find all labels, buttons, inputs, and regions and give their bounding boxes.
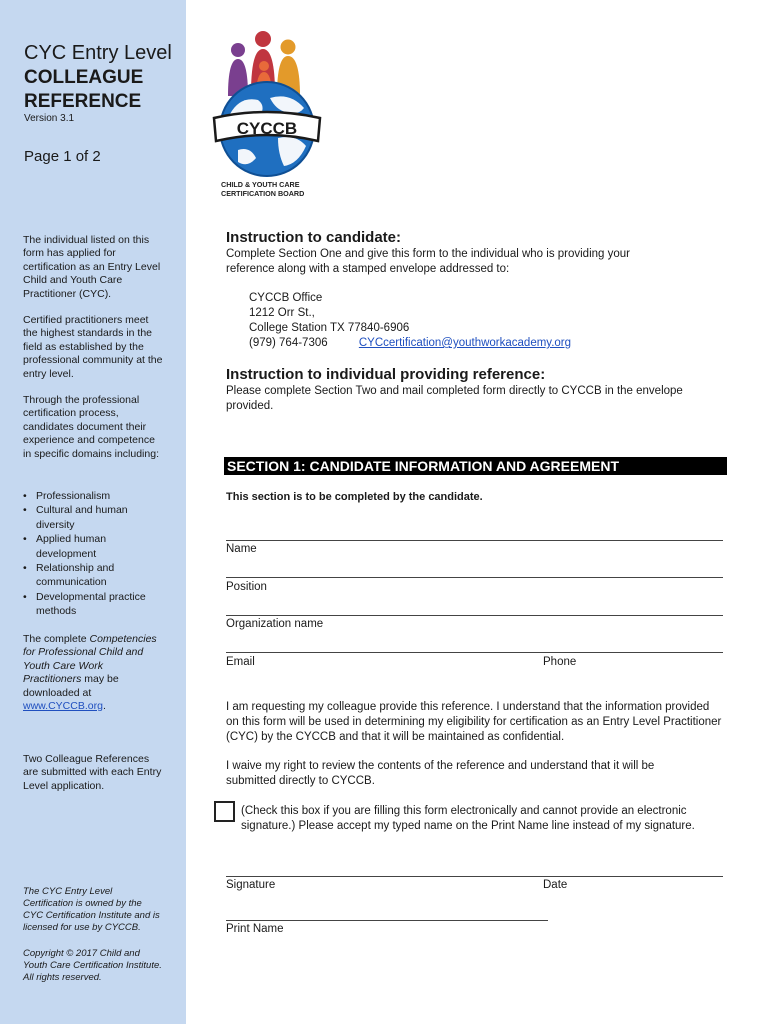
copyright-note: Copyright © 2017 Child and Youth Care Certification Institute. All rights reserved. [23, 948, 162, 983]
ownership-note: The CYC Entry Level Certification is owned by the CYC Certification Institute and is licensed for use by CYCCB. [23, 886, 160, 933]
organization-input-line[interactable] [226, 615, 723, 616]
email-phone-input-line[interactable] [226, 652, 723, 653]
name-input-line[interactable] [226, 540, 723, 541]
list-item: • Cultural and human diversity [23, 503, 163, 532]
sidebar [0, 0, 186, 1024]
signature-label: Signature [226, 879, 276, 891]
address-line3: College Station TX 77840-6906 [249, 322, 410, 334]
mailing-address [249, 291, 749, 351]
name-label: Name [226, 543, 257, 555]
form-title-line1: CYC Entry Level [24, 42, 172, 64]
cyccb-badge [214, 112, 320, 141]
candidate-instruction-heading: Instruction to candidate: [226, 229, 402, 246]
list-item: • Applied human development [23, 532, 163, 561]
sidebar-para-applied: The individual listed on this form has applied for certification as an Entry Level Child and Youth Care Practitioner (CYC). [23, 234, 161, 300]
section1-note: This section is to be completed by the candidate. [226, 491, 483, 503]
list-item: • Relationship and communication [23, 561, 163, 590]
competencies-title: Competencies for Professional Child and Youth Care Work Practitioners [23, 633, 157, 686]
list-item: • Developmental practice methods [23, 590, 163, 619]
reference-instruction-text: Please complete Section Two and mail completed form directly to CYCCB in the envelope provided. [226, 385, 683, 412]
agreement-confidential: I am requesting my colleague provide this reference. I understand that the information provided on this form will be used in determining my eligibility for certification as an Entry Level Practitioner (CYC) by the CYCCB and that it will be maintained as confidential. [226, 701, 722, 743]
competencies-prefix: The complete [23, 633, 87, 645]
logo-caption-line1: CHILD & YOUTH CARE [221, 180, 300, 189]
list-item: • Professionalism [23, 489, 163, 503]
sidebar-para-process: Through the professional certification process, candidates document their experience and competence in specific domains including: [23, 394, 159, 460]
section1-heading: SECTION 1: CANDIDATE INFORMATION AND AGREEMENT [224, 457, 727, 475]
address-line2: 1212 Orr St., [249, 307, 315, 319]
page-indicator: Page 1 of 2 [24, 148, 101, 165]
cyccb-website-link[interactable]: www.CYCCB.org [23, 700, 103, 713]
form-title [24, 66, 184, 114]
sidebar-para-references: Two Colleague References are submitted with each Entry Level application. [23, 753, 162, 792]
print-name-input-line[interactable] [226, 920, 548, 921]
competencies-end: . [102, 700, 106, 713]
logo-caption [221, 180, 321, 198]
phone-label: Phone [543, 656, 577, 668]
position-label: Position [226, 581, 267, 593]
competencies-suffix: may be downloaded at [23, 673, 119, 699]
checkbox-label: (Check this box if you are filling this form electronically and cannot provide an electronic signature.) Please accept my typed name on the Print Name line instead of my signature. [241, 805, 695, 832]
cyccb-logo [208, 26, 326, 201]
version-label: Version 3.1 [24, 113, 75, 124]
sidebar-para-competencies [23, 633, 163, 713]
date-label: Date [543, 879, 568, 891]
address-line1: CYCCB Office [249, 292, 323, 304]
sidebar-para-standards: Certified practitioners meet the highest standards in the field as established by the professional community at the entry level. [23, 314, 163, 380]
signature-date-input-line[interactable] [226, 876, 723, 877]
print-name-label: Print Name [226, 923, 284, 935]
position-input-line[interactable] [226, 577, 723, 578]
domains-list [23, 489, 163, 619]
email-label: Email [226, 656, 255, 668]
logo-caption-line2: CERTIFICATION BOARD [221, 189, 305, 198]
reference-instruction-heading: Instruction to individual providing reference: [226, 366, 546, 383]
organization-label: Organization name [226, 618, 324, 630]
agreement-waiver: I waive my right to review the contents of the reference and understand that it will be submitted directly to CYCCB. [226, 760, 655, 787]
office-email-link[interactable]: CYCcertification@youthworkacademy.org [358, 337, 572, 349]
badge-text: CYCCB [236, 119, 298, 138]
contact-line [249, 336, 749, 351]
form-title-line2: COLLEAGUE [24, 67, 144, 88]
office-phone: (979) 764-7306 [249, 337, 328, 349]
electronic-signature-checkbox[interactable] [214, 801, 235, 822]
candidate-instruction-text: Complete Section One and give this form to the individual who is providing your reference along with a stamped envelope addressed to: [226, 248, 630, 275]
form-title-line3: REFERENCE [24, 91, 142, 112]
